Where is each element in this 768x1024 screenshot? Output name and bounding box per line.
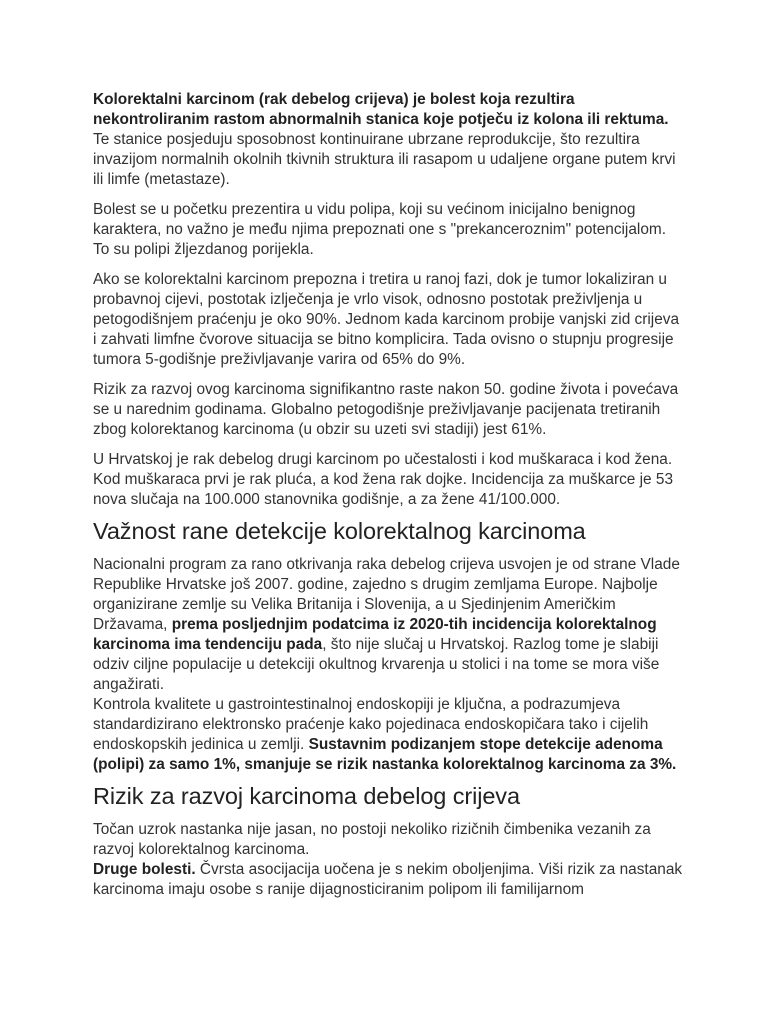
quality-control-text: Kontrola kvalitete u gastrointestinalnoj endoskopiji je ključna, a podrazumjeva standardizirano elektronsko praćenje kako pojedinaca endoskopičara tako i cijelih endoskopskih jedinica u zemlji. <box>93 696 649 753</box>
paragraph-quality-control <box>93 695 683 775</box>
document-page <box>93 90 683 900</box>
section-heading-early-detection: Važnost rane detekcije kolorektalnog karcinoma <box>93 518 586 544</box>
paragraph-cause: Točan uzrok nastanka nije jasan, no postoji nekoliko rizičnih čimbenika vezanih za razvoj kolorektalnog karcinoma. <box>93 821 651 858</box>
intro-bold-text: Kolorektalni karcinom (rak debelog crijeva) je bolest koja rezultira nekontroliranim rastom abnormalnih stanica koje potječu iz kolona ili rektuma. <box>93 91 669 128</box>
paragraph-croatia: U Hrvatskoj je rak debelog drugi karcinom po učestalosti i kod muškaraca i kod žena. Kod muškaraca prvi je rak pluća, a kod žena rak dojke. Incidencija za muškarce je 53 nova slučaja na 100.000 stanovnika godišnje, a za žene 41/100.000. <box>93 451 674 508</box>
paragraph-early-detection: Ako se kolorektalni karcinom prepozna i tretira u ranoj fazi, dok je tumor lokaliziran u probavnoj cijevi, postotak izlječenja je vrlo visok, odnosno postotak preživljenja u petogodišnjem praćenju je oko 90%. Jednom kada karcinom probije vanjski zid crijeva i zahvati limfne čvorove situacija se bitno komplicira. Tada ovisno o stupnju progresije tumora 5-godišnje preživljavanje varira od 65% do 9%. <box>93 271 680 368</box>
paragraph-polyps: Bolest se u početku prezentira u vidu polipa, koji su većinom inicijalno benignog karaktera, no važno je među njima prepoznati one s "prekanceroznim" potencijalom. To su polipi žljezdanog porijekla. <box>93 201 666 258</box>
intro-paragraph <box>93 90 683 190</box>
section-heading-risk: Rizik za razvoj karcinoma debelog crijeva <box>93 783 520 809</box>
quality-control-bold: Sustavnim podizanjem stope detekcije adenoma (polipi) za samo 1%, smanjuje se rizik nastanka kolorektalnog karcinoma za 3%. <box>93 736 677 773</box>
paragraph-national-program <box>93 555 683 695</box>
other-diseases-bold: Druge bolesti. <box>93 861 196 878</box>
national-program-bold: prema posljednjim podatcima iz 2020-tih incidencija kolorektalnog karcinoma ima tendenciju pada <box>93 616 657 653</box>
intro-text: Te stanice posjeduju sposobnost kontinuirane ubrzane reprodukcije, što rezultira invazijom normalnih okolnih tkivnih struktura ili rasapom u udaljene organe putem krvi ili limfe (metastaze). <box>93 131 676 188</box>
national-program-text-a: Nacionalni program za rano otkrivanja raka debelog crijeva usvojen je od strane Vlade Republike Hrvatske još 2007. godine, zajedno s drugim zemljama Europe. Najbolje organizirane zemlje su Velika Britanija i Slovenija, a u Sjedinjenim Američkim Državama, <box>93 556 680 633</box>
paragraph-other-diseases <box>93 860 683 900</box>
paragraph-risk-age: Rizik za razvoj ovog karcinoma signifikantno raste nakon 50. godine života i povećava se u narednim godinama. Globalno petogodišnje preživljavanje pacijenata tretiranih zbog kolorektanog karcinoma (u obzir su uzeti svi stadiji) jest 61%. <box>93 381 679 438</box>
other-diseases-text: Čvrsta asocijacija uočena je s nekim oboljenjima. Viši rizik za nastanak karcinoma imaju osobe s ranije dijagnosticiranim polipom ili familijarnom <box>93 861 683 898</box>
national-program-text-b: , što nije slučaj u Hrvatskoj. Razlog tome je slabiji odziv ciljne populacije u detekciji okultnog krvarenja u stolici i na tome se mora više angažirati. <box>93 636 660 693</box>
